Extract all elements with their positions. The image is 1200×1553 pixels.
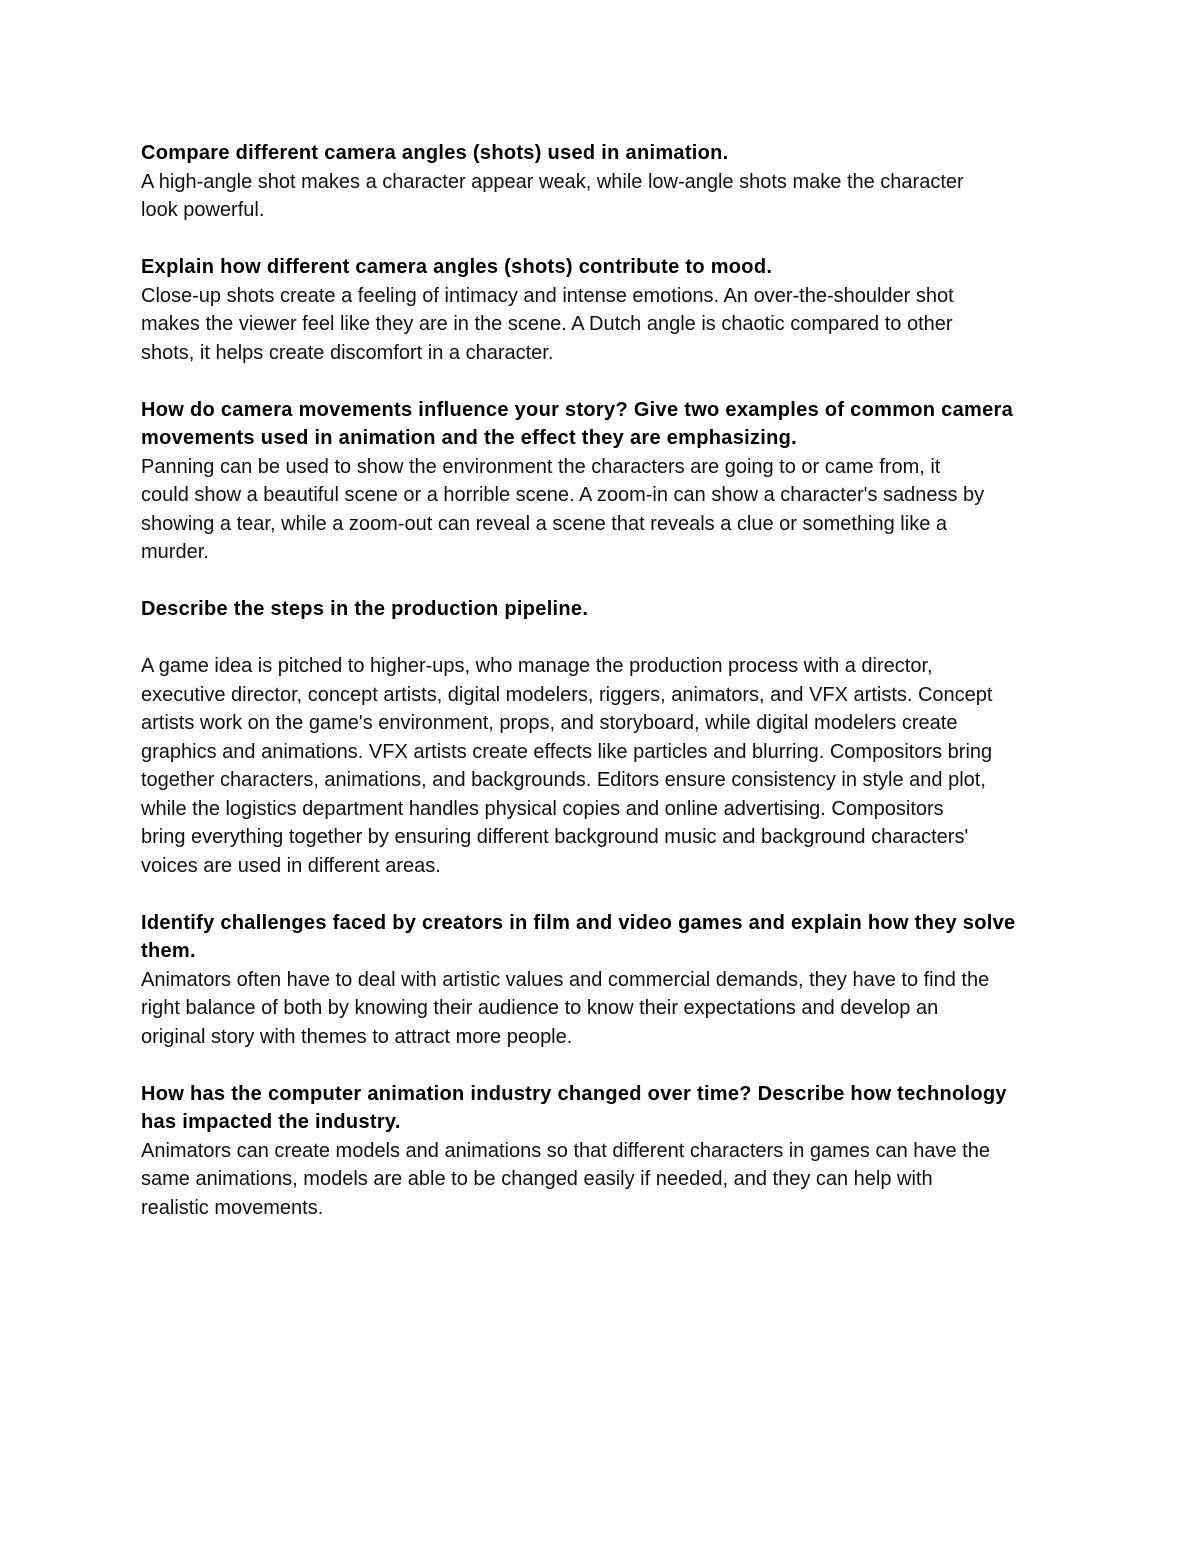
answer-line: right balance of both by knowing their audience to know their expectations and develop an <box>141 997 939 1019</box>
qa-section <box>141 1080 1141 1223</box>
heading-line: Compare different camera angles (shots) used in animation. <box>141 142 729 164</box>
answer-line: executive director, concept artists, digital modelers, riggers, animators, and VFX artists. Concept <box>141 683 993 706</box>
answer-line: graphics and animations. VFX artists create effects like particles and blurring. Compositors bring <box>141 740 993 763</box>
heading-line: Describe the steps in the production pipeline. <box>141 598 589 620</box>
qa-section <box>141 396 1141 567</box>
question-heading <box>141 1080 1141 1137</box>
answer-line: look powerful. <box>141 199 265 221</box>
answer-line: while the logistics department handles physical copies and online advertising. Compositors <box>141 797 944 820</box>
answer-line: same animations, models are able to be changed easily if needed, and they can help with <box>141 1168 933 1190</box>
heading-line: How do camera movements influence your story? Give two examples of common camera <box>141 398 1014 421</box>
answer-line: makes the viewer feel like they are in the scene. A Dutch angle is chaotic compared to other <box>141 313 953 335</box>
answer-line: together characters, animations, and backgrounds. Editors ensure consistency in style and plot, <box>141 769 986 791</box>
answer-paragraph <box>141 652 1141 880</box>
question-heading <box>141 909 1141 966</box>
answer-line: A game idea is pitched to higher-ups, who manage the production process with a director, <box>141 655 933 677</box>
heading-line: Explain how different camera angles (shots) contribute to mood. <box>141 256 773 278</box>
document-page <box>141 139 1141 1251</box>
answer-line: murder. <box>141 541 209 563</box>
answer-line: showing a tear, while a zoom-out can reveal a scene that reveals a clue or something like a <box>141 512 947 535</box>
question-heading <box>141 253 1141 282</box>
answer-line: voices are used in different areas. <box>141 854 441 877</box>
heading-line: movements used in animation and the effect they are emphasizing. <box>141 427 798 449</box>
qa-section <box>141 909 1141 1052</box>
answer-line: shots, it helps create discomfort in a character. <box>141 341 554 364</box>
answer-paragraph <box>141 168 1141 225</box>
question-heading <box>141 595 1141 624</box>
answer-line: bring everything together by ensuring different background music and background characters' <box>141 826 969 848</box>
heading-line: them. <box>141 940 196 962</box>
answer-line: Close-up shots create a feeling of intimacy and intense emotions. An over-the-shoulder shot <box>141 284 954 307</box>
qa-section <box>141 595 1141 880</box>
qa-section <box>141 253 1141 367</box>
heading-line: has impacted the industry. <box>141 1111 401 1133</box>
qa-section <box>141 139 1141 225</box>
heading-line: How has the computer animation industry changed over time? Describe how technology <box>141 1082 1007 1105</box>
question-heading <box>141 139 1141 168</box>
answer-line: artists work on the game's environment, props, and storyboard, while digital modelers create <box>141 712 958 734</box>
answer-paragraph <box>141 282 1141 368</box>
answer-paragraph <box>141 1137 1141 1223</box>
answer-line: Panning can be used to show the environment the characters are going to or came from, it <box>141 455 941 478</box>
answer-line: Animators often have to deal with artistic values and commercial demands, they have to find the <box>141 968 990 991</box>
answer-line: could show a beautiful scene or a horrible scene. A zoom-in can show a character's sadness by <box>141 484 985 506</box>
heading-line: Identify challenges faced by creators in film and video games and explain how they solve <box>141 911 1016 934</box>
answer-paragraph <box>141 453 1141 567</box>
question-heading <box>141 396 1141 453</box>
answer-line: original story with themes to attract more people. <box>141 1025 573 1048</box>
answer-line: A high-angle shot makes a character appear weak, while low-angle shots make the character <box>141 170 964 193</box>
answer-line: Animators can create models and animations so that different characters in games can have the <box>141 1139 990 1162</box>
answer-line: realistic movements. <box>141 1196 324 1219</box>
answer-paragraph <box>141 966 1141 1052</box>
